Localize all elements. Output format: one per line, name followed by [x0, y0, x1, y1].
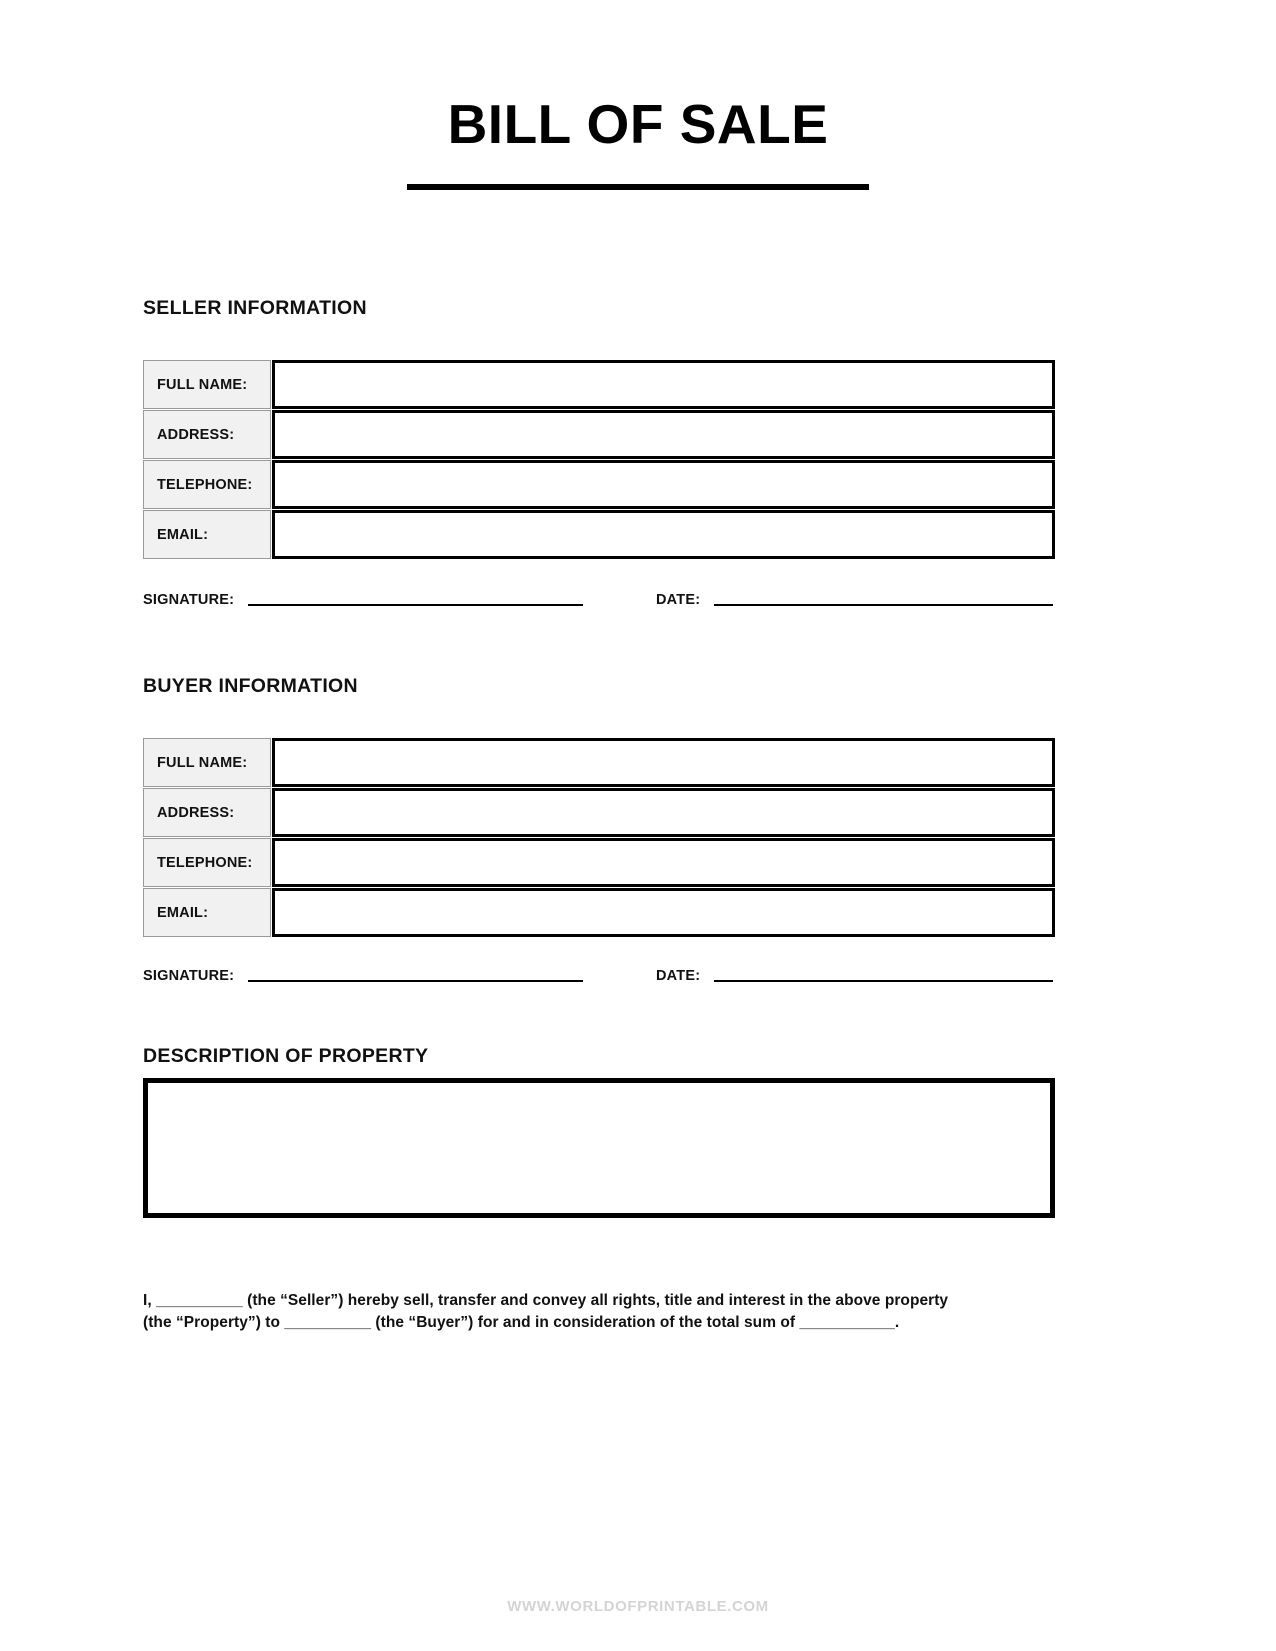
seller-email-field[interactable]	[272, 510, 1055, 559]
seller-full-name-field[interactable]	[272, 360, 1055, 409]
consideration-line-2: (the “Property”) to __________ (the “Buyer”) for and in consideration of the total sum of ___________.	[143, 1314, 900, 1331]
table-row	[143, 410, 1055, 459]
seller-date-group	[656, 591, 1053, 609]
buyer-signature-label: SIGNATURE:	[143, 968, 235, 984]
title-underline-rule	[407, 184, 869, 190]
buyer-signature-input[interactable]	[248, 980, 583, 982]
description-of-property-textarea[interactable]	[143, 1078, 1055, 1218]
seller-telephone-field[interactable]	[272, 460, 1055, 509]
table-row	[143, 788, 1055, 837]
seller-signature-group	[143, 591, 583, 609]
seller-full-name-label: FULL NAME:	[143, 360, 271, 409]
seller-address-field[interactable]	[272, 410, 1055, 459]
buyer-info-table	[143, 738, 1055, 938]
seller-date-input[interactable]	[714, 604, 1053, 606]
buyer-date-group	[656, 967, 1053, 985]
buyer-telephone-field[interactable]	[272, 838, 1055, 887]
buyer-address-field[interactable]	[272, 788, 1055, 837]
seller-date-label: DATE:	[656, 592, 701, 608]
table-row	[143, 460, 1055, 509]
seller-signature-input[interactable]	[248, 604, 583, 606]
buyer-signature-group	[143, 967, 583, 985]
buyer-address-label: ADDRESS:	[143, 788, 271, 837]
table-row	[143, 510, 1055, 559]
document-title-block	[0, 93, 1276, 190]
seller-email-label: EMAIL:	[143, 510, 271, 559]
seller-signature-row	[143, 591, 1055, 613]
seller-signature-label: SIGNATURE:	[143, 592, 235, 608]
consideration-paragraph	[143, 1290, 1013, 1334]
seller-address-label: ADDRESS:	[143, 410, 271, 459]
table-row	[143, 888, 1055, 937]
buyer-full-name-field[interactable]	[272, 738, 1055, 787]
table-row	[143, 360, 1055, 409]
buyer-full-name-label: FULL NAME:	[143, 738, 271, 787]
table-row	[143, 738, 1055, 787]
seller-section-heading: SELLER INFORMATION	[143, 297, 367, 319]
buyer-section-heading: BUYER INFORMATION	[143, 675, 358, 697]
buyer-email-field[interactable]	[272, 888, 1055, 937]
description-section-heading: DESCRIPTION OF PROPERTY	[143, 1045, 429, 1067]
buyer-date-label: DATE:	[656, 968, 701, 984]
buyer-signature-row	[143, 967, 1055, 989]
consideration-line-1: I, __________ (the “Seller”) hereby sell, transfer and convey all rights, title and interest in the above property	[143, 1292, 949, 1309]
seller-telephone-label: TELEPHONE:	[143, 460, 271, 509]
footer-watermark: WWW.WORLDOFPRINTABLE.COM	[507, 1598, 769, 1615]
table-row	[143, 838, 1055, 887]
seller-info-table	[143, 360, 1055, 560]
buyer-email-label: EMAIL:	[143, 888, 271, 937]
buyer-date-input[interactable]	[714, 980, 1053, 982]
page-title: BILL OF SALE	[447, 93, 829, 155]
buyer-telephone-label: TELEPHONE:	[143, 838, 271, 887]
